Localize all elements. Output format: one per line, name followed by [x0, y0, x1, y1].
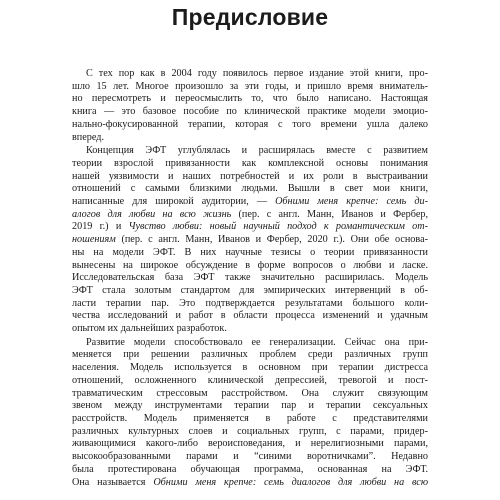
text-run: С тех пор как в 2004 году появилось первое издание этой книги, про-: [86, 68, 428, 79]
text-run: написанные для широкой аудитории, —: [72, 196, 276, 208]
body-text: [72, 68, 428, 489]
text-line: [72, 413, 428, 426]
text-line: [72, 337, 428, 350]
text-line: [72, 260, 428, 273]
text-line: [72, 426, 428, 439]
paragraph: [72, 145, 428, 336]
text-run: звеном между инструментами терапии пар и терапии сексуальных: [72, 400, 428, 412]
text-run: травматическим стрессовым расстройством. Она служит связующим: [72, 387, 428, 399]
italic-text: Обними меня крепче: семь диалогов для любви на всю: [153, 476, 428, 488]
text-line: [72, 323, 428, 336]
text-line: [72, 464, 428, 477]
text-line: [72, 196, 428, 209]
text-run: высокообразованными парами и “синими воротничками”. Недавно: [72, 451, 428, 463]
text-line: [72, 221, 428, 234]
text-line: [72, 183, 428, 196]
text-line: [72, 106, 428, 119]
text-line: [72, 285, 428, 298]
text-run: нашей уязвимости и наших потребностей и их роли в выстраивании: [72, 170, 428, 182]
text-line: [72, 234, 428, 247]
italic-text: Чувство любви: новый научный подход к романтическим от-: [128, 221, 429, 233]
paragraph: [72, 337, 428, 489]
text-run: Она называется: [72, 476, 154, 488]
text-line: [72, 171, 428, 184]
text-run: нально-фокусированной терапии, которая с того времени ушла далеко: [72, 118, 428, 130]
text-run: Исследовательская база ЭФТ также значительно расширилась. Модель: [72, 272, 428, 284]
italic-text: ношениям: [72, 234, 116, 246]
text-line: [72, 145, 428, 158]
text-run: (пер. с англ. Манн, Иванов и Фербер, 2020 г.). Они обе основа-: [115, 234, 428, 246]
text-line: [72, 247, 428, 260]
text-line: [72, 362, 428, 375]
text-line: [72, 81, 428, 94]
text-run: отношений с самыми близкими людьми. Вышли в свет мои книги,: [72, 183, 428, 195]
text-line: [72, 375, 428, 388]
text-run: Концепция ЭФТ углублялась и расширялась вместе с развитием: [86, 145, 428, 157]
text-run: вперед.: [72, 131, 104, 143]
text-run: отношений, осложненного клинической депрессией, тревогой и пост-: [72, 374, 428, 386]
text-run: расстройств. Модель применяется в работе с представителями: [72, 412, 428, 424]
text-run: чества исследований и работ в области процесса изменений и удачным: [72, 310, 428, 322]
text-run: Развитие модели способствовало ее генерализации. Сейчас она при-: [86, 336, 428, 348]
text-run: (пер. с англ. Манн, Иванов и Фербер,: [231, 208, 428, 220]
text-line: [72, 68, 428, 81]
text-line: [72, 93, 428, 106]
text-run: была протестирована обучающая программа, основанная на ЭФТ.: [72, 463, 428, 475]
text-line: [72, 400, 428, 413]
text-run: различных культурных слоев и социальных групп, с парами, придер-: [72, 425, 428, 437]
italic-text: алогов для любви на всю жизнь: [72, 208, 232, 220]
text-run: живающимися какого-либо вероисповедания, и нерелигиозными парами,: [72, 438, 428, 450]
text-run: 2019 г.) и: [72, 221, 129, 233]
italic-text: Обними меня крепче: семь ди-: [275, 196, 428, 208]
text-line: [72, 349, 428, 362]
text-line: [72, 438, 428, 451]
text-run: книга — это базовое пособие по клинической практике модели эмоцио-: [72, 106, 428, 118]
text-run: ЭФТ стала золотым стандартом для эмпирических интервенций в об-: [72, 284, 428, 296]
text-line: [72, 310, 428, 323]
text-line: [72, 272, 428, 285]
text-run: опытом их дальнейших разработок.: [72, 323, 227, 335]
text-run: ны на модели ЭФТ. В них научные тезисы о теории привязанности: [72, 246, 428, 258]
text-run: теории взрослой привязанности как комплексной основы понимания: [72, 157, 428, 169]
text-line: [72, 388, 428, 401]
text-line: [72, 158, 428, 171]
text-line: [72, 298, 428, 311]
text-line: [72, 119, 428, 132]
text-line: [72, 132, 428, 145]
text-run: населения. Модель используется в основном при терапии дистресса: [72, 362, 428, 374]
text-run: ласти терапии пар. Это подтверждается результатами большого коли-: [72, 297, 428, 309]
text-line: [72, 451, 428, 464]
text-run: шло 15 лет. Многое произошло за эти годы, и пришло время вниматель-: [72, 80, 428, 92]
text-run: меняется при решении различных проблем среди различных групп: [72, 349, 428, 361]
page-title: Предисловие: [171, 4, 329, 30]
text-run: вынесены на широкое обсуждение в форме вопросов о любви и ласке.: [72, 259, 428, 271]
text-line: [72, 477, 428, 490]
paragraph: [72, 68, 428, 144]
text-run: но пересмотреть и переосмыслить то, что было написано. Настоящая: [72, 93, 428, 105]
text-line: [72, 209, 428, 222]
